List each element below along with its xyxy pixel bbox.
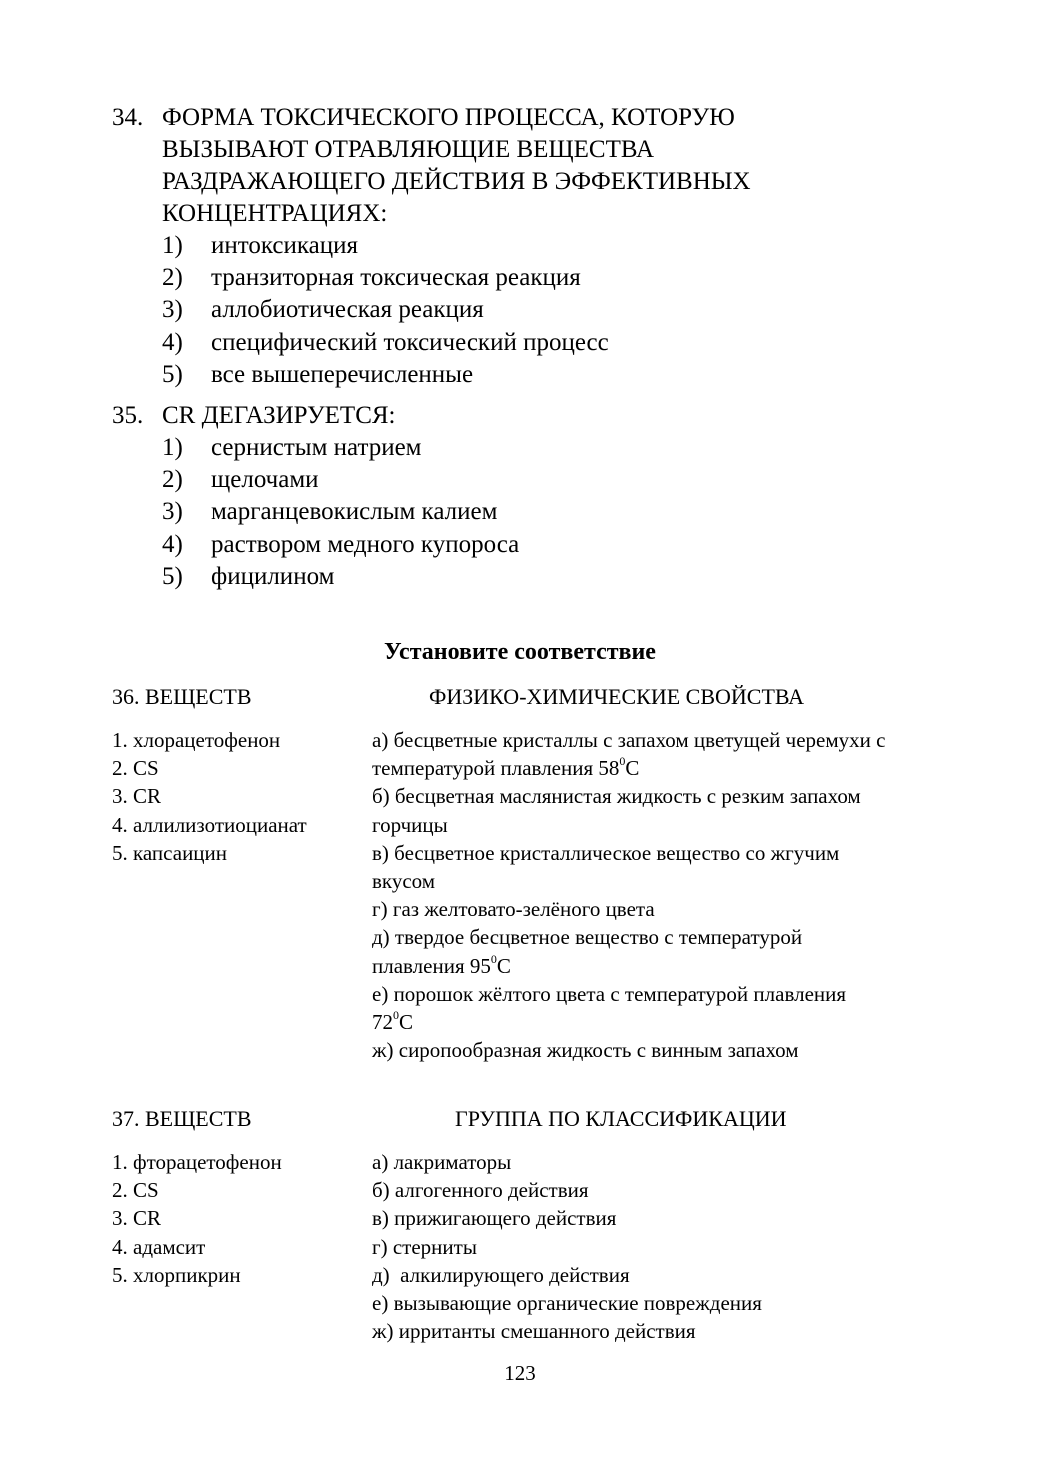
answer-option: 4) раствором медного купороса [162,530,520,558]
list-item: 5. хлорпикрин [112,1262,241,1287]
answer-option: 5) фицилином [162,562,335,590]
list-item: 1. хлорацетофенон [112,728,281,752]
answer-option: 3) марганцевокислым калием [162,498,498,526]
question-35-text: CR ДЕГАЗИРУЕТСЯ: [162,402,396,429]
list-item: 3. CR [112,784,162,809]
list-item: б) бесцветная маслянистая жидкость с резким запахом горчицы [372,784,861,837]
question-35-number: 35. [112,402,144,429]
question-37-right-header: ГРУППА ПО КЛАССИФИКАЦИИ [455,1106,787,1131]
answer-option: 4) специфический токсический процесс [162,328,609,356]
answer-option: 2) щелочами [162,466,319,494]
list-item: е) вызывающие органические повреждения [372,1291,762,1316]
question-34-number: 34. [112,104,144,131]
question-34-options [112,230,872,391]
list-item: ж) ирританты смешанного действия [372,1319,696,1344]
list-item: 2. CS [112,756,159,781]
list-item: 5. капсаицин [112,840,228,865]
answer-option: 5) все вышеперечисленные [162,360,474,388]
list-item: в) бесцветное кристаллическое вещество со жгучим вкусом [372,840,840,894]
list-item: г) газ желтовато-зелёного цвета [372,897,655,922]
list-item: д) алкилирующего действия [372,1262,630,1287]
question-37-substances [112,1148,362,1289]
answer-option: 3) аллобиотическая реакция [162,296,484,324]
list-item: 4. аллилизотиоцианат [112,812,307,837]
question-34 [112,102,872,391]
list-item: е) порошок жёлтого цвета с температурой плавления $72^0С$ [372,981,847,1035]
question-34-text: ФОРМА ТОКСИЧЕСКОГО ПРОЦЕССА, КОТОРУЮ ВЫЗЫВАЮТ ОТРАВЛЯЮЩИЕ ВЕЩЕСТВА РАЗДРАЖАЮЩЕГО ДЕЙСТВИЯ В ЭФФЕКТИВНЫХ КОНЦЕНТРАЦИЯХ: [162,104,751,227]
list-item: 3. CR [112,1206,162,1231]
question-36-left-header: 36. ВЕЩЕСТВ [112,684,252,709]
list-item: а) лакриматоры [372,1150,512,1174]
list-item: ж) сиропообразная жидкость с винным запахом [372,1038,799,1063]
question-37-left-header: 37. ВЕЩЕСТВ [112,1106,252,1131]
question-35-options [112,432,872,593]
list-item: г) стерниты [372,1234,477,1259]
question-36-right-header: ФИЗИКО-ХИМИЧЕСКИЕ СВОЙСТВА [429,684,805,709]
question-37-groups [372,1148,892,1345]
question-36-substances [112,726,362,867]
list-item: а) бесцветные кристаллы с запахом цветущей черемухи с температурой плавления $58^0С$ [372,728,886,781]
list-item: 1. фторацетофенон [112,1150,282,1174]
list-item: д) твердое бесцветное вещество с температурой плавления $95^0С$ [372,925,803,978]
list-item: в) прижигающего действия [372,1206,617,1231]
answer-option: 1) сернистым натрием [162,434,422,461]
answer-option: 1) интоксикация [162,232,358,259]
question-36-properties [372,726,892,1064]
page-number: 123 [504,1361,536,1385]
question-34-stem [112,102,872,230]
list-item: 2. CS [112,1178,159,1203]
question-35 [112,400,872,593]
question-35-stem [112,400,872,432]
list-item: б) алгогенного действия [372,1178,589,1203]
answer-option: 2) транзиторная токсическая реакция [162,264,581,292]
section-heading: Установите соответствие [384,639,656,665]
list-item: 4. адамсит [112,1234,206,1259]
